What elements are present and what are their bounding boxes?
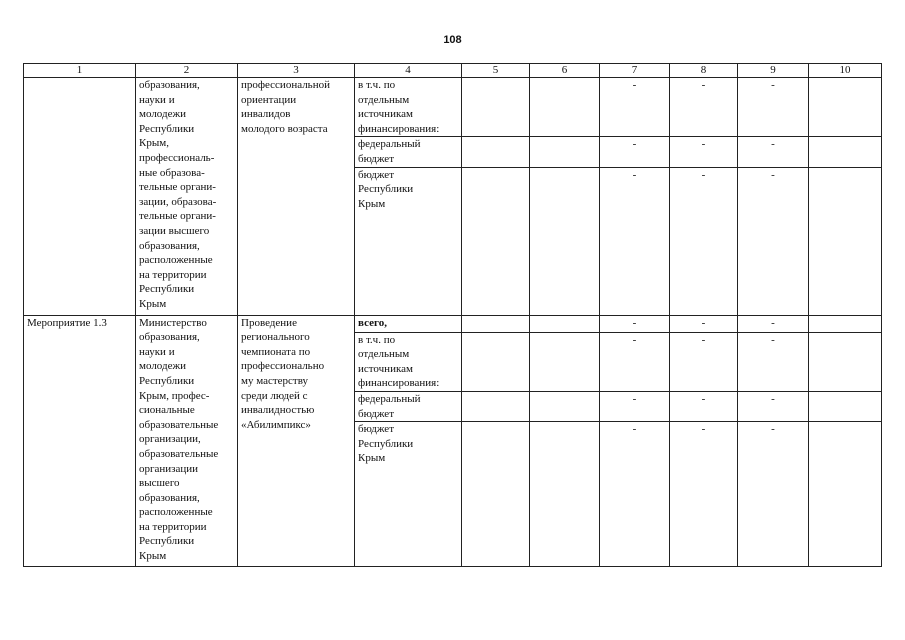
funding-source-cell-line: Крым xyxy=(358,197,386,210)
dash-mark-c7: - xyxy=(600,137,670,167)
description-cell-line: регионального xyxy=(241,331,310,344)
value-cell-col5 xyxy=(462,391,530,421)
executor-cell-line: образования, xyxy=(139,331,200,344)
funding-source-cell xyxy=(355,422,462,567)
value-cell-col5 xyxy=(462,167,530,315)
executor-cell-line: Республики xyxy=(139,535,195,548)
funding-source-cell-line: источникам xyxy=(358,362,413,375)
executor-cell-line: зации высшего xyxy=(139,224,210,237)
value-cell-col5 xyxy=(462,332,530,391)
executor-cell-line: зации, образова- xyxy=(139,195,217,208)
value-cell-col5 xyxy=(462,315,530,332)
activity-cell xyxy=(24,78,136,316)
funding-source-cell xyxy=(355,78,462,137)
funding-source-cell-line: федеральный xyxy=(358,392,421,405)
executor-cell-line: образования, xyxy=(139,491,200,504)
dash-mark-c7: - xyxy=(600,422,670,567)
executor-cell-line: Республики xyxy=(139,374,195,387)
dash-mark-c9: - xyxy=(738,167,809,315)
executor-cell-line: науки и xyxy=(139,93,175,106)
executor-cell-line: организации xyxy=(139,462,199,475)
page-number: 108 xyxy=(443,34,462,46)
funding-source-cell-line: бюджет xyxy=(358,152,394,165)
column-number-row xyxy=(24,64,882,78)
funding-source-cell-line: Крым xyxy=(358,452,386,465)
funding-source-cell-line: в т.ч. по xyxy=(358,333,396,346)
executor-cell-line: образования, xyxy=(139,239,200,252)
executor-cell-line: профессиональ- xyxy=(139,151,215,164)
column-number-3: 3 xyxy=(238,64,355,78)
value-cell-col5 xyxy=(462,78,530,137)
funding-source-cell-line: источникам xyxy=(358,108,413,121)
executor-cell-line: на территории xyxy=(139,520,207,533)
funding-source-cell-line: отдельным xyxy=(358,348,410,361)
description-cell-line: чемпионата по xyxy=(241,345,311,358)
funding-source-cell-line: отдельным xyxy=(358,93,410,106)
funding-source-cell-line: Республики xyxy=(358,437,414,450)
value-cell-col10 xyxy=(809,315,882,332)
funding-source-cell-line: бюджет xyxy=(358,423,394,436)
executor-cell-line: сиональные xyxy=(139,404,195,417)
funding-source-cell-line: Республики xyxy=(358,183,414,196)
dash-mark-c8: - xyxy=(670,391,738,421)
value-cell-col6 xyxy=(530,422,600,567)
executor-cell-line: организации, xyxy=(139,433,201,446)
dash-mark-c7: - xyxy=(600,78,670,137)
funding-source-cell-line: в т.ч. по xyxy=(358,79,396,91)
executor-cell-line: ные образова- xyxy=(139,166,205,179)
funding-source-cell-line: финансирования: xyxy=(358,122,440,135)
description-cell-line: инвалидов xyxy=(241,108,291,121)
funding-source-cell-line: бюджет xyxy=(358,407,394,420)
description-cell-line: профессионально xyxy=(241,360,325,373)
value-cell-col10 xyxy=(809,422,882,567)
description-cell-line: «Абилимпикс» xyxy=(241,418,311,431)
dash-mark-c7: - xyxy=(600,332,670,391)
dash-mark-c8: - xyxy=(670,78,738,137)
executor-cell-line: молодежи xyxy=(139,360,186,373)
funding-source-cell xyxy=(355,332,462,391)
dash-mark-c9: - xyxy=(738,78,809,137)
value-cell-col6 xyxy=(530,391,600,421)
description-cell-line: Проведение xyxy=(241,316,297,329)
executor-cell-line: расположенные xyxy=(139,254,213,267)
executor-cell-line: на территории xyxy=(139,268,207,281)
executor-cell-line: Республики xyxy=(139,283,195,296)
dash-mark-c7: - xyxy=(600,391,670,421)
dash-mark-c9: - xyxy=(738,137,809,167)
column-number-2: 2 xyxy=(136,64,238,78)
dash-mark-c9: - xyxy=(738,332,809,391)
column-number-8: 8 xyxy=(670,64,738,78)
value-cell-col5 xyxy=(462,422,530,567)
description-cell-line: профессиональной xyxy=(241,79,330,91)
value-cell-col10 xyxy=(809,167,882,315)
funding-source-cell xyxy=(355,167,462,315)
executor-cell-line: Республики xyxy=(139,122,195,135)
value-cell-col6 xyxy=(530,315,600,332)
dash-mark-c9: - xyxy=(738,315,809,332)
value-cell-col6 xyxy=(530,78,600,137)
funding-source-cell xyxy=(355,137,462,167)
executor-cell-line: молодежи xyxy=(139,108,186,121)
column-number-9: 9 xyxy=(738,64,809,78)
dash-mark-c8: - xyxy=(670,332,738,391)
column-number-7: 7 xyxy=(600,64,670,78)
executor-cell-line: науки и xyxy=(139,345,175,358)
value-cell-col10 xyxy=(809,78,882,137)
funding-source-cell-line: бюджет xyxy=(358,168,394,181)
value-cell-col10 xyxy=(809,391,882,421)
value-cell-col5 xyxy=(462,137,530,167)
executor-cell-line: образования, xyxy=(139,79,200,91)
dash-mark-c7: - xyxy=(600,315,670,332)
activity-cell xyxy=(24,315,136,567)
table-row xyxy=(24,315,882,332)
description-cell-line: ориентации xyxy=(241,93,297,106)
executor-cell-line: Крым xyxy=(139,297,167,310)
activity-cell-line: Мероприятие 1.3 xyxy=(27,316,107,329)
executor-cell-line: образовательные xyxy=(139,418,219,431)
value-cell-col6 xyxy=(530,332,600,391)
value-cell-col6 xyxy=(530,137,600,167)
executor-cell-line: тельные органи- xyxy=(139,210,216,223)
dash-mark-c9: - xyxy=(738,422,809,567)
column-number-10: 10 xyxy=(809,64,882,78)
dash-mark-c8: - xyxy=(670,315,738,332)
executor-cell-line: Министерство xyxy=(139,316,207,329)
dash-mark-c7: - xyxy=(600,167,670,315)
executor-cell-line: Крым, xyxy=(139,137,169,150)
dash-mark-c8: - xyxy=(670,167,738,315)
executor-cell-line: тельные органи- xyxy=(139,181,216,194)
value-cell-col10 xyxy=(809,332,882,391)
funding-source-cell xyxy=(355,315,462,332)
dash-mark-c8: - xyxy=(670,137,738,167)
funding-source-cell-line: всего, xyxy=(358,316,387,329)
executor-cell-line: Крым xyxy=(139,550,167,563)
table-row xyxy=(24,78,882,137)
description-cell-line: молодого возраста xyxy=(241,122,328,135)
executor-cell-line: расположенные xyxy=(139,506,213,519)
executor-cell-line: Крым, профес- xyxy=(139,389,210,402)
description-cell xyxy=(238,315,355,567)
description-cell xyxy=(238,78,355,316)
funding-source-cell-line: финансирования: xyxy=(358,377,440,390)
description-cell-line: му мастерству xyxy=(241,374,309,387)
dash-mark-c9: - xyxy=(738,391,809,421)
value-cell-col10 xyxy=(809,137,882,167)
column-number-5: 5 xyxy=(462,64,530,78)
executor-cell-line: высшего xyxy=(139,477,180,490)
column-number-4: 4 xyxy=(355,64,462,78)
executor-cell xyxy=(136,315,238,567)
description-cell-line: инвалидностью xyxy=(241,404,315,417)
executor-cell xyxy=(136,78,238,316)
financing-table xyxy=(23,63,882,567)
funding-source-cell-line: федеральный xyxy=(358,138,421,151)
dash-mark-c8: - xyxy=(670,422,738,567)
column-number-1: 1 xyxy=(24,64,136,78)
column-number-6: 6 xyxy=(530,64,600,78)
value-cell-col6 xyxy=(530,167,600,315)
executor-cell-line: образовательные xyxy=(139,447,219,460)
description-cell-line: среди людей с xyxy=(241,389,308,402)
funding-source-cell xyxy=(355,391,462,421)
